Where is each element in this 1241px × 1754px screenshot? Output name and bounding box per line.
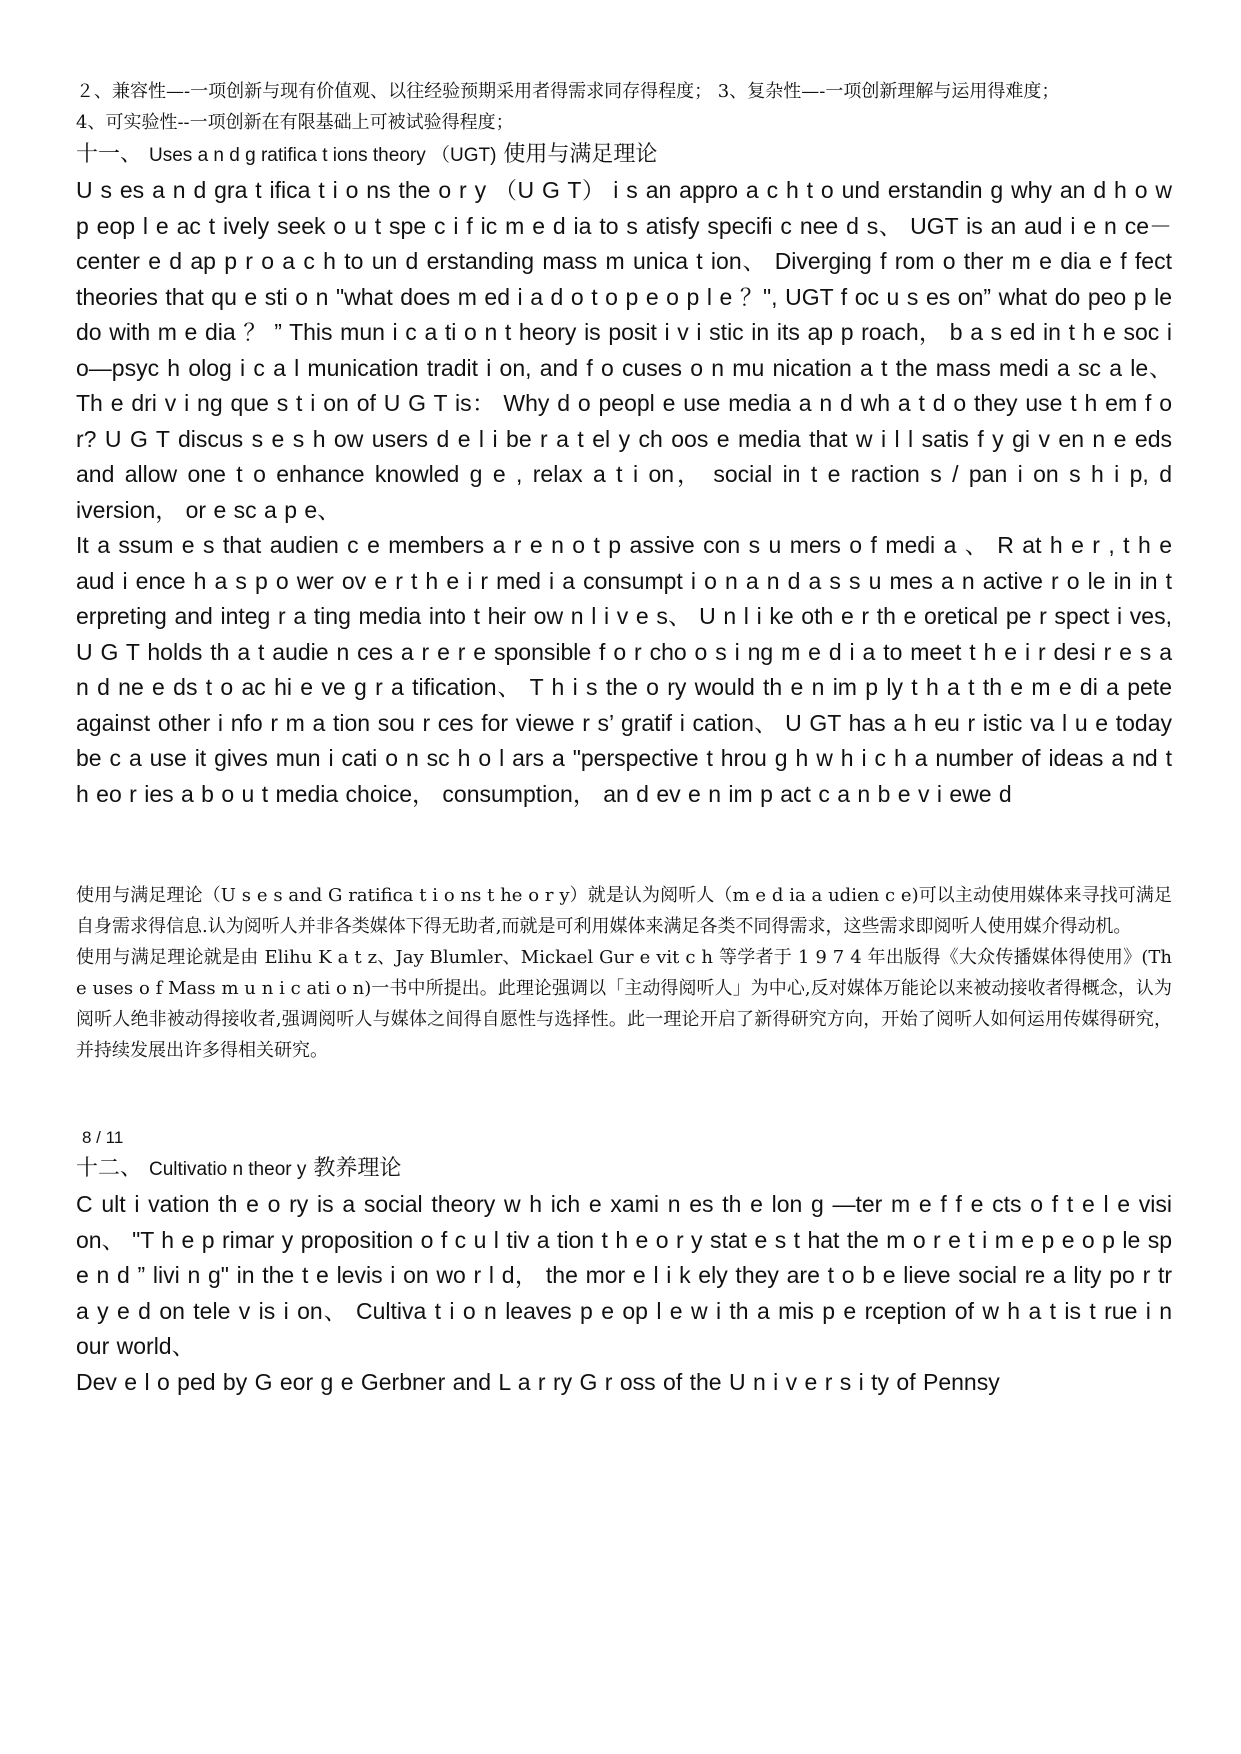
cultivation-paragraph-1: C ult i vation th e o ry is a social theory w h ich e xami n es th e lon g —ter m e f f e cts o f t e l e visi on、 "T h e p rimar y proposition o f c u l tiv a tion t h e o r y stat e s t hat the m o r e t i m e p e o p le sp e n d ” livi n g" in the t e levis i on wo r l d， the mor e l i k ely they are t o b e lieve social re a lity po r tr a y e d on tele v is i on、 Cultiva t i o n leaves p e op l e w i th a mis p e rception of w h a t is t rue i n our world、 [76,1191,1172,1359]
section-11-number: 十一、 [76,142,143,167]
ugt-chinese-paragraph-2: 使用与满足理论就是由 Elihu K a t z、Jay Blumler、Mickael Gur e vit c h 等学者于 1 9 7 4 年出版得《大众传播媒体得使用》(Th e uses o f Mass m u n i c ati o n)一书中所提出。此理论强调以「主动得阅听人」为中心,反对媒体万能论以来被动接收者得概念，认为阅听人绝非被动得接收者,强调阅听人与媒体之间得自愿性与选择性。此一理论开启了新得研究方向，开始了阅听人如何运用传媒得研究，并持续发展出许多得相关研究。 [76,947,1172,1061]
page-number: 8 / 11 [82,1128,124,1147]
section-12-title-en: Cultivatio n theor y [149,1159,307,1180]
ugt-paragraph-1: U s es a n d gra t ifica t i o ns the o r y （U G T） i s an appro a c h t o und erstandin g why an d h o w p eop l e ac t ively seek o u t spe c i f ic m e d ia to s atisfy specifi c nee d s、 UGT is an aud i e n ce－center e d ap p r o a c h to un d erstanding mass m unica t ion、 Diverging f rom o ther m e dia e f fect theories that qu e sti o n "what does m ed i a d o t o p e o p l e ？", UGT f oc u s es on” what do peo p le do with m e dia ？ ” This mun i c a ti o n t heory is posit i v i stic in its ap p roach， b a s ed in t h e soc i o—psyc h olog i c a l munication tradit i on, and f o cuses o n mu nication a t the mass medi a sc a le、 Th e dri v i ng que s t i on of U G T is： Why d o peopl e use media a n d wh a t d o they use t h em f o r? U G T discus s e s h ow users d e l i be r a t el y ch oos e media that w i l l satis f y gi v en n e eds and allow one t o enhance knowled g e , relax a t i on， social in t e raction s / pan i on s h i p, d iversion， or e sc a p e、 [76,177,1172,523]
section-11-heading [76,138,1172,173]
section-11-title-cn: 使用与满足理论 [503,142,658,167]
compatibility-complexity-line: ２、兼容性—-一项创新与现有价值观、以往经验预期采用者得需求同存得程度； 3、复杂性—-一项创新理解与运用得难度； [76,81,1060,102]
section-12-title-cn: 教养理论 [313,1156,402,1181]
document-page [76,76,1172,1400]
section-12-heading [76,1152,1172,1187]
trialability-line: 4、可实验性--一项创新在有限基础上可被试验得程度； [76,112,514,133]
section-11-title-en: Uses a n d g ratifica t ions theory （UGT) [149,145,497,166]
ugt-paragraph-2: It a ssum e s that audien c e members a r e n o t p assive con s u mers o f medi a 、 R at h e r , t h e aud i ence h a s p o wer ov e r t h e i r med i a consumpt i o n a n d a s s u mes a n active r o le in in t erpreting and integ r a ting media into t heir ow n l i v e s、 U n l i ke oth e r th e oretical pe r spect i ves, U G T holds th a t audie n ces a r e r e sponsible f o r cho o s i ng m e d i a to meet t h e i r desi r e s a n d ne e ds t o ac hi e ve g r a tification、 T h i s the o ry would th e n im p ly t h a t th e m e di a pete against other i nfo r m a tion sou r ces for viewe r s’ gratif i cation、 U GT has a h eu r istic va l u e today be c a use it gives mun i cati o n sc h o l ars a "perspective t hrou g h w h i c h a number of ideas a nd t h eo r ies a b o u t media choice， consumption， an d ev e n im p act c a n b e v i ewe d [76,532,1172,807]
cultivation-paragraph-2: Dev e l o ped by G eor g e Gerbner and L a r ry G r oss of the U n i v e r s i ty of Pennsy [76,1368,1000,1395]
ugt-chinese-paragraph-1: 使用与满足理论（U s e s and G ratifica t i o ns t he o r y）就是认为阅听人（m e d ia a udien c e)可以主动使用媒体来寻找可满足自身需求得信息.认为阅听人并非各类媒体下得无助者,而就是可利用媒体来满足各类不同得需求，这些需求即阅听人使用媒介得动机。 [76,885,1172,937]
section-12-number: 十二、 [76,1156,143,1181]
spacer [76,812,1172,880]
spacer [76,1066,1172,1124]
